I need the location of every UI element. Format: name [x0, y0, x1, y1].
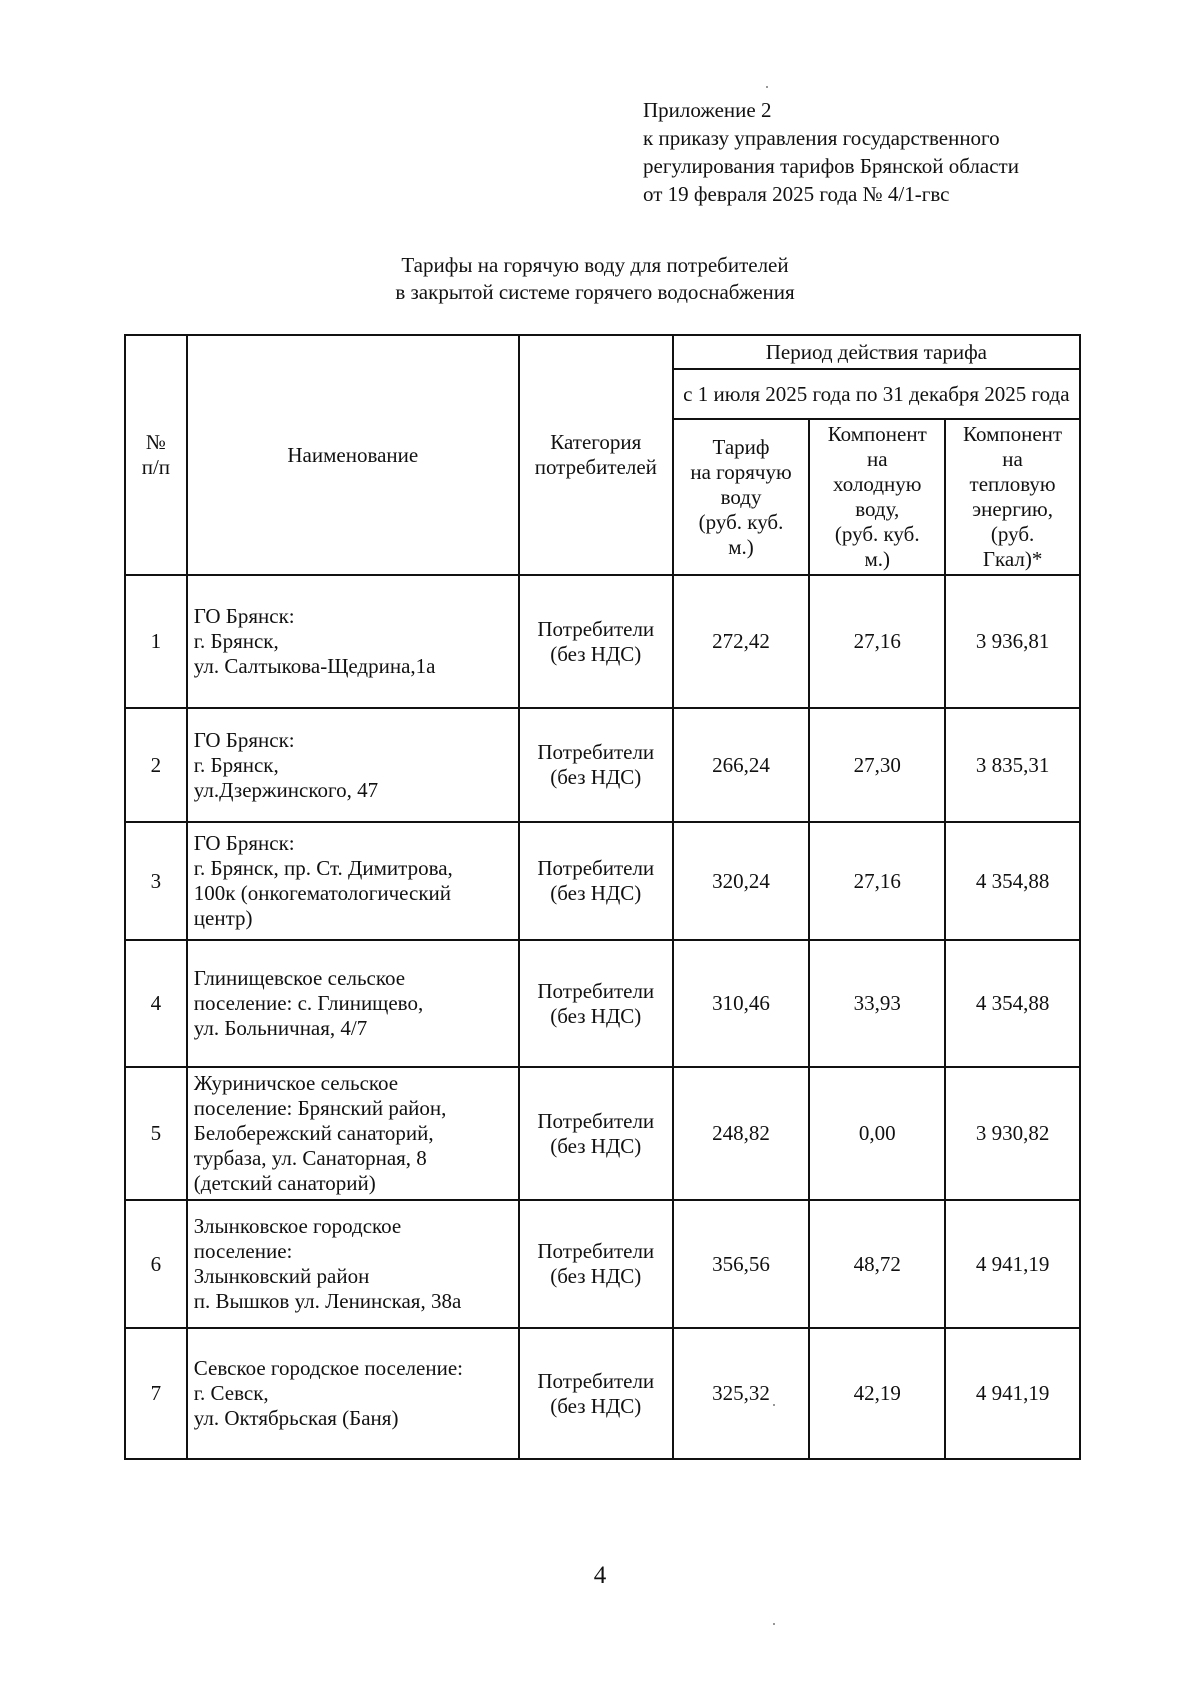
header-cold-component: Компонент на холодную воду, (руб. куб. м.) — [809, 419, 945, 575]
row-name: ГО Брянск: г. Брянск, ул. Салтыкова-Щедрина,1а — [187, 575, 519, 708]
row-category: Потребители (без НДС) — [519, 575, 673, 708]
row-cold-component: 27,16 — [809, 822, 945, 940]
scan-speck — [766, 86, 768, 88]
row-tariff: 248,82 — [673, 1067, 810, 1200]
appendix-line: Приложение 2 — [643, 98, 772, 122]
row-tariff: 272,42 — [673, 575, 810, 708]
row-tariff: 310,46 — [673, 940, 810, 1067]
row-name: ГО Брянск: г. Брянск, ул.Дзержинского, 47 — [187, 708, 519, 822]
header-category: Категория потребителей — [519, 335, 673, 575]
row-heat-component: 3 835,31 — [945, 708, 1080, 822]
row-number: 5 — [125, 1067, 187, 1200]
title-line: Тарифы на горячую воду для потребителей — [401, 253, 789, 277]
row-category: Потребители (без НДС) — [519, 940, 673, 1067]
row-cold-component: 48,72 — [809, 1200, 945, 1328]
row-number: 2 — [125, 708, 187, 822]
row-name: ГО Брянск: г. Брянск, пр. Ст. Димитрова, 100к (онкогематологический центр) — [187, 822, 519, 940]
row-number: 6 — [125, 1200, 187, 1328]
table-row — [125, 940, 1080, 1067]
row-category: Потребители (без НДС) — [519, 1328, 673, 1459]
table-row — [125, 1200, 1080, 1328]
row-cold-component: 27,30 — [809, 708, 945, 822]
document-title — [360, 252, 830, 306]
row-name: Журиничское сельское поселение: Брянский район, Белобережский санаторий, турбаза, ул. Санаторная, 8 (детский санаторий) — [187, 1067, 519, 1200]
table-row — [125, 1328, 1080, 1459]
row-heat-component: 4 941,19 — [945, 1328, 1080, 1459]
header-period-range: с 1 июля 2025 года по 31 декабря 2025 года — [673, 369, 1080, 419]
table-row — [125, 575, 1080, 708]
row-heat-component: 4 941,19 — [945, 1200, 1080, 1328]
appendix-reference — [643, 96, 1019, 208]
page-number: 4 — [593, 1562, 607, 1589]
row-category: Потребители (без НДС) — [519, 1200, 673, 1328]
scan-speck — [773, 1623, 775, 1625]
tariffs-table — [124, 334, 1081, 1460]
header-heat-component: Компонент на тепловую энергию, (руб. Гкал)* — [945, 419, 1080, 575]
appendix-line: к приказу управления государственного — [643, 126, 1000, 150]
row-tariff: 325,32 — [673, 1328, 810, 1459]
row-category: Потребители (без НДС) — [519, 1067, 673, 1200]
row-category: Потребители (без НДС) — [519, 822, 673, 940]
row-cold-component: 0,00 — [809, 1067, 945, 1200]
header-row — [125, 335, 1080, 369]
header-number: № п/п — [125, 335, 187, 575]
row-tariff: 356,56 — [673, 1200, 810, 1328]
row-name: Глинищевское сельское поселение: с. Глинищево, ул. Больничная, 4/7 — [187, 940, 519, 1067]
appendix-line: от 19 февраля 2025 года № 4/1-гвс — [643, 182, 950, 206]
row-number: 1 — [125, 575, 187, 708]
appendix-line: регулирования тарифов Брянской области — [643, 154, 1019, 178]
row-number: 3 — [125, 822, 187, 940]
row-heat-component: 3 936,81 — [945, 575, 1080, 708]
row-tariff: 320,24 — [673, 822, 810, 940]
row-cold-component: 33,93 — [809, 940, 945, 1067]
row-cold-component: 27,16 — [809, 575, 945, 708]
row-name: Севское городское поселение: г. Севск, ул. Октябрьская (Баня) — [187, 1328, 519, 1459]
title-line: в закрытой системе горячего водоснабжения — [395, 280, 795, 304]
row-cold-component: 42,19 — [809, 1328, 945, 1459]
row-number: 7 — [125, 1328, 187, 1459]
row-heat-component: 4 354,88 — [945, 822, 1080, 940]
row-name: Злынковское городское поселение: Злынковский район п. Вышков ул. Ленинская, 38а — [187, 1200, 519, 1328]
row-heat-component: 4 354,88 — [945, 940, 1080, 1067]
scan-speck — [773, 1404, 775, 1406]
table-row — [125, 1067, 1080, 1200]
row-number: 4 — [125, 940, 187, 1067]
row-heat-component: 3 930,82 — [945, 1067, 1080, 1200]
row-tariff: 266,24 — [673, 708, 810, 822]
header-name: Наименование — [187, 335, 519, 575]
table-row — [125, 708, 1080, 822]
table-row — [125, 822, 1080, 940]
header-period: Период действия тарифа — [673, 335, 1080, 369]
header-tariff: Тариф на горячую воду (руб. куб. м.) — [673, 419, 810, 575]
row-category: Потребители (без НДС) — [519, 708, 673, 822]
